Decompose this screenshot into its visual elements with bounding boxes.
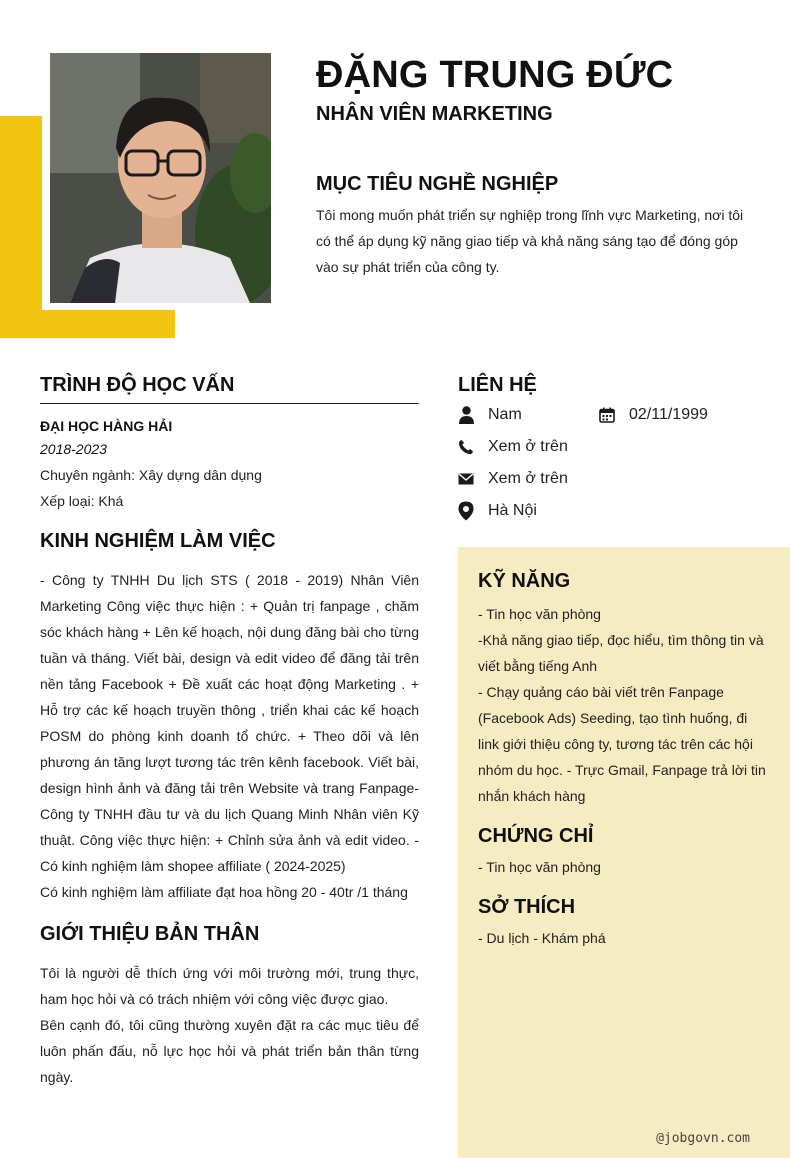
- watermark: @jobgovn.com: [656, 1131, 750, 1146]
- certificate-item: - Tin học văn phòng: [478, 859, 601, 875]
- contact-address: [458, 502, 537, 520]
- contact-gender-value: Nam: [488, 406, 522, 423]
- contact-email: [458, 470, 568, 488]
- location-pin-icon: [458, 502, 474, 520]
- email-icon: [458, 470, 474, 488]
- calendar-icon: [599, 406, 615, 424]
- contact-email-value: Xem ở trên: [488, 470, 568, 487]
- education-years: 2018-2023: [40, 441, 107, 457]
- contact-address-value: Hà Nội: [488, 502, 537, 519]
- skill-item: -Khả năng giao tiếp, đọc hiểu, tìm thông tin và viết bằng tiếng Anh: [478, 632, 764, 674]
- accent-bar-vertical: [0, 116, 42, 338]
- objective-text: Tôi mong muốn phát triển sự nghiệp trong lĩnh vực Marketing, nơi tôi có thể áp dụng kỹ năng giao tiếp và khả năng sáng tạo để đóng góp vào sự phát triển của công ty.: [316, 207, 744, 275]
- experience-heading: KINH NGHIỆM LÀM VIỆC: [40, 530, 276, 552]
- about-paragraph-2: Bên cạnh đó, tôi cũng thường xuyên đặt ra các mục tiêu để luôn phấn đấu, nỗ lực học hỏi và phát triển bản thân từng ngày.: [40, 1017, 419, 1085]
- person-icon: [458, 406, 474, 424]
- objective-heading: MỤC TIÊU NGHỀ NGHIỆP: [316, 173, 559, 195]
- education-heading: TRÌNH ĐỘ HỌC VẤN: [40, 374, 419, 404]
- job-title: NHÂN VIÊN MARKETING: [316, 103, 553, 125]
- contact-phone: [458, 438, 568, 456]
- skill-item: - Tin học văn phòng: [478, 606, 601, 622]
- contact-dob: [599, 406, 708, 424]
- phone-icon: [458, 438, 474, 456]
- skills-panel: [458, 547, 790, 1158]
- contact-phone-value: Xem ở trên: [488, 438, 568, 455]
- education-school: ĐẠI HỌC HÀNG HẢI: [40, 418, 173, 434]
- hobbies-heading: SỞ THÍCH: [478, 896, 576, 918]
- contact-gender: [458, 406, 522, 424]
- left-column: [40, 374, 419, 1090]
- skills-heading: KỸ NĂNG: [478, 570, 571, 592]
- skill-item: - Chạy quảng cáo bài viết trên Fanpage (Facebook Ads) Seeding, tạo tình huống, đi link giới thiệu công ty, tương tác trên các hội nhóm du học. - Trực Gmail, Fanpage trả lời tin nhắn khách hàng: [478, 684, 766, 804]
- education-major: Chuyên ngành: Xây dựng dân dụng: [40, 467, 262, 483]
- profile-photo: [50, 53, 271, 303]
- experience-extra: Có kinh nghiệm làm affiliate đạt hoa hồng 20 - 40tr /1 tháng: [40, 884, 408, 900]
- accent-bar-horizontal: [0, 310, 175, 338]
- about-heading: GIỚI THIỆU BẢN THÂN: [40, 923, 260, 945]
- experience-text: - Công ty TNHH Du lịch STS ( 2018 - 2019) Nhân Viên Marketing Công việc thực hiện : + Quản trị fanpage , chăm sóc khách hàng + Lên kế hoạch, nội dung đăng bài cho từng tuần và tháng. Viết bài, design và edit video để đăng tải trên nền tảng Facebook + Đề xuất các hoạt động Marketing . + Hỗ trợ các kế hoạch truyền thông , triển khai các kế hoạch POSM do phòng kinh doanh tổ chức. + Theo dõi và lên phương án tăng lượt tương tác trên kênh facebook. Viết bài, design hình ảnh và đăng tải trên Website và trang Fanpage- Công ty TNHH đầu tư và du lịch Quang Minh Nhân viên Kỹ thuật. Công việc thực hiện: + Chỉnh sửa ảnh và edit video. - Có kinh nghiệm làm shopee affiliate ( 2024-2025): [40, 572, 419, 874]
- education-grade: Xếp loại: Khá: [40, 493, 124, 509]
- certificates-heading: CHỨNG CHỈ: [478, 825, 594, 847]
- candidate-name: ĐẶNG TRUNG ĐỨC: [316, 54, 674, 96]
- about-paragraph-1: Tôi là người dễ thích ứng với môi trường mới, trung thực, ham học hỏi và có trách nhiệm với công việc được giao.: [40, 965, 419, 1007]
- hobby-item: - Du lịch - Khám phá: [478, 930, 606, 946]
- contact-heading: LIÊN HỆ: [458, 374, 537, 396]
- contact-dob-value: 02/11/1999: [629, 406, 708, 423]
